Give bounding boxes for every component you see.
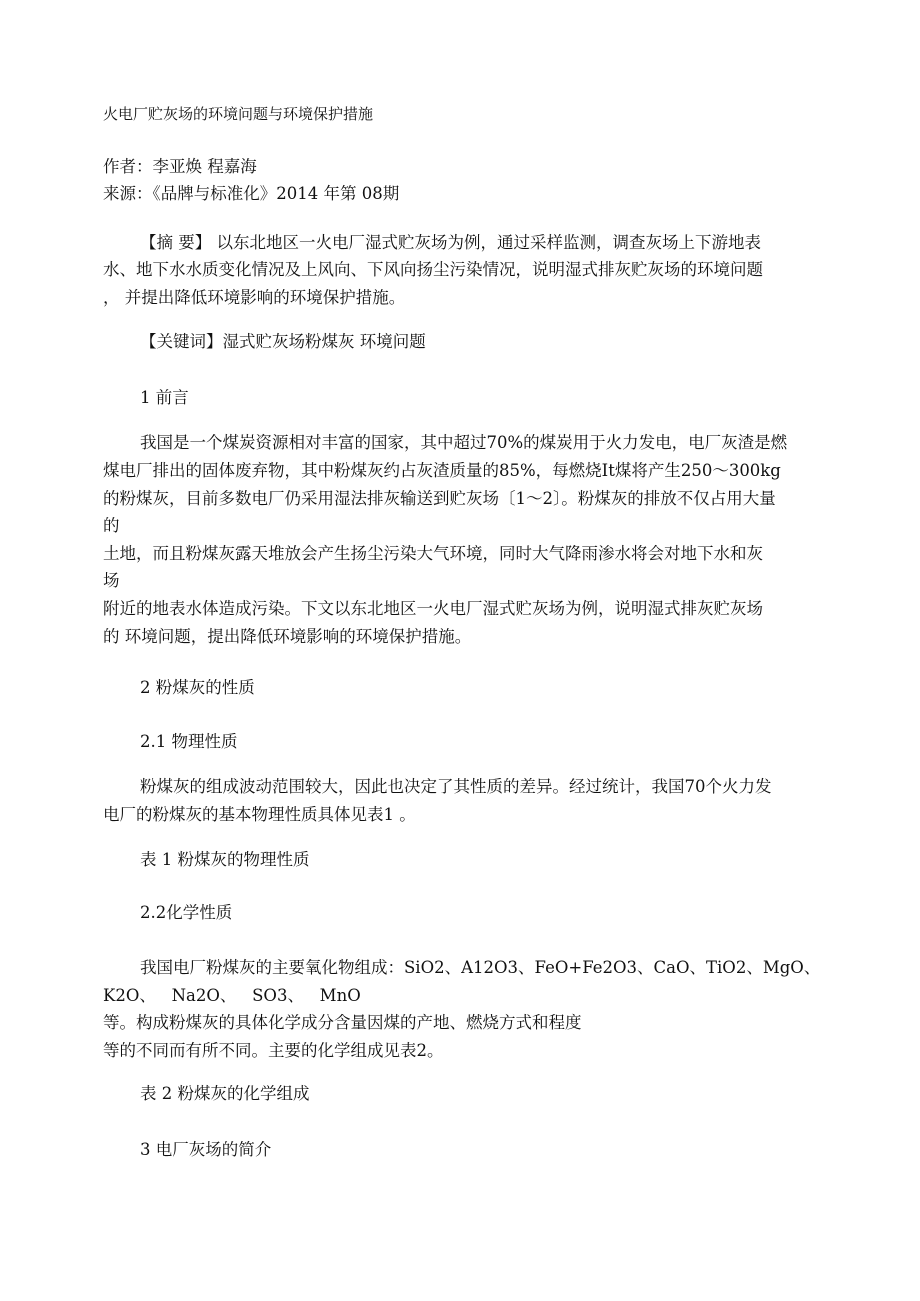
paragraph-line: K2O、 Na2O、 SO3、 MnO — [103, 986, 361, 1005]
paragraph-line: 等的不同而有所不同。主要的化学组成见表2。 — [103, 1041, 444, 1060]
section-heading-2-1: 2.1 物理性质 — [140, 732, 238, 751]
paragraph-line: 的 — [103, 516, 120, 535]
abstract-line: ， 并提出降低环境影响的环境保护措施。 — [103, 288, 406, 307]
section-heading-1: 1 前言 — [140, 388, 189, 407]
paragraph-line: 的粉煤灰，目前多数电厂仍采用湿法排灰输送到贮灰场〔1～2〕。粉煤灰的排放不仅占用大量 — [103, 489, 776, 508]
table-caption-1: 表 1 粉煤灰的物理性质 — [140, 850, 310, 869]
keywords: 【关键词】湿式贮灰场粉煤灰 环境问题 — [140, 332, 426, 351]
paragraph-line: 煤电厂排出的固体废弃物，其中粉煤灰约占灰渣质量的85%，每燃烧It煤将产生250～300kg — [103, 461, 781, 480]
paragraph-line: 电厂的粉煤灰的基本物理性质具体见表1 。 — [103, 805, 416, 824]
paragraph-line: 附近的地表水体造成污染。下文以东北地区一火电厂湿式贮灰场为例，说明湿式排灰贮灰场 — [103, 599, 763, 618]
paragraph-line: 场 — [103, 571, 120, 590]
doc-title: 火电厂贮灰场的环境问题与环境保护措施 — [103, 105, 374, 123]
paragraph-line: 土地，而且粉煤灰露天堆放会产生扬尘污染大气环境，同时大气降雨渗水将会对地下水和灰 — [103, 544, 763, 563]
paragraph-line: 我国电厂粉煤灰的主要氧化物组成：SiO2、A12O3、FeO+Fe2O3、CaO、TiO2、MgO、 — [140, 958, 821, 977]
source-line: 来源：《品牌与标准化》2014 年第 08期 — [103, 184, 400, 203]
abstract-line: 【摘 要】 以东北地区一火电厂湿式贮灰场为例，通过采样监测，调查灰场上下游地表 — [140, 233, 761, 252]
paragraph-line: 我国是一个煤炭资源相对丰富的国家，其中超过70%的煤炭用于火力发电，电厂灰渣是燃 — [140, 433, 788, 452]
abstract-line: 水、地下水水质变化情况及上风向、下风向扬尘污染情况，说明湿式排灰贮灰场的环境问题 — [103, 260, 763, 279]
section-heading-2: 2 粉煤灰的性质 — [140, 678, 255, 697]
table-caption-2: 表 2 粉煤灰的化学组成 — [140, 1084, 310, 1103]
section-heading-3: 3 电厂灰场的简介 — [140, 1140, 272, 1159]
paragraph-line: 的 环境问题，提出降低环境影响的环境保护措施。 — [103, 627, 472, 646]
paragraph-line: 等。构成粉煤灰的具体化学成分含量因煤的产地、燃烧方式和程度 — [103, 1013, 582, 1032]
paragraph-line: 粉煤灰的组成波动范围较大，因此也决定了其性质的差异。经过统计，我国70个火力发 — [140, 777, 772, 796]
author-line: 作者：李亚焕 程嘉海 — [103, 157, 257, 176]
section-heading-2-2: 2.2化学性质 — [140, 903, 233, 922]
